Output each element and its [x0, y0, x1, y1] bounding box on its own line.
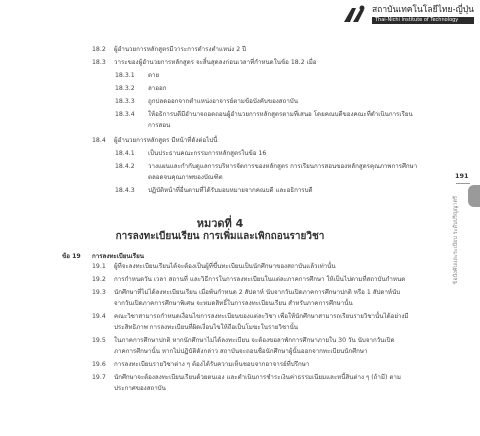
- item-text: วางแผนและกำกับดูแลการบริหารจัดการของหลักสูตร การเรียนการสอนของหลักสูตรคุณภาพการศึกษา: [148, 163, 418, 170]
- article-label: ข้อ 19: [62, 253, 81, 260]
- item-text: ปฏิบัติหน้าที่อื่นตามที่ได้รับมอบหมายจากคณบดี และอธิการบดี: [148, 187, 313, 194]
- item-number: 18.3.2: [115, 85, 135, 92]
- item-text: ตาย: [148, 72, 160, 79]
- item-text: ในภาคการศึกษาปกติ หากนักศึกษาไม่ได้ลงทะเบียน จะต้องขอลาพักการศึกษาภายใน 30 วัน นับจากวันเปิด: [114, 337, 395, 344]
- item-text-continued: ประกาศของสถาบัน: [114, 385, 166, 392]
- item-text: การกำหนดวัน เวลา สถานที่ และวิธีการในการลงทะเบียนในแต่ละภาคการศึกษา ให้เป็นไปตามที่สถาบันกำหนด: [114, 276, 406, 283]
- item-text-continued: ตลอดจนคุณภาพของบัณฑิต: [148, 174, 223, 181]
- item-number: 19.5: [92, 337, 106, 344]
- item-number: 18.4.2: [115, 163, 135, 170]
- item-number: 18.4.3: [115, 187, 135, 194]
- item-number: 19.6: [92, 361, 106, 368]
- item-text: วาระของผู้อำนวยการหลักสูตร จะสิ้นสุดลงก่อนเวลาที่กำหนดในข้อ 18.2 เมื่อ: [114, 59, 317, 66]
- item-text: ผู้ที่จะลงทะเบียนเรียนได้จะต้องเป็นผู้ที่ขึ้นทะเบียนเป็นนักศึกษาของสถาบันแล้วเท่านั้น: [114, 263, 336, 270]
- institute-logo-icon: [342, 4, 368, 24]
- item-number: 19.1: [92, 263, 106, 270]
- item-text: นักศึกษาที่ไม่ได้ลงทะเบียนเรียน เมื่อพ้นกำหนด 2 สัปดาห์ นับจากวันเปิดภาคการศึกษาปกติ หรือ 1 สัปดาห์นับ: [114, 289, 401, 296]
- item-text-continued: การสอน: [148, 122, 171, 129]
- item-number: 18.3.4: [115, 111, 135, 118]
- item-number: 19.7: [92, 374, 106, 381]
- item-text-continued: จากวันเปิดภาคการศึกษาพิเศษ จะหมดสิทธิ์ในการลงทะเบียนเรียน สำหรับภาคการศึกษานั้น: [114, 300, 353, 307]
- item-number: 18.2: [92, 46, 106, 53]
- section-tab: [468, 185, 480, 207]
- item-text-continued: ประสิทธิภาพ การลงทะเบียนที่ผิดเงื่อนไขให้ถือเป็นโมฆะในรายวิชานั้น: [114, 324, 299, 331]
- item-number: 19.2: [92, 276, 106, 283]
- institute-logo: [342, 4, 474, 24]
- item-text: ให้อธิการบดีมีอำนาจถอดถอนผู้อำนวยการหลักสูตรตามที่เสนอ โดยคณบดีของคณะที่ดำเนินการเรียน: [148, 111, 413, 118]
- institute-name-th: สถาบันเทคโนโลยีไทย-ญี่ปุ่น: [371, 4, 474, 15]
- chapter-title: การลงทะเบียนเรียน การเพิ่มและเพิกถอนรายวิชา: [115, 231, 325, 242]
- item-text: ถูกปลดออกจากตำแหน่งอาจารย์ตามข้อบังคับของสถาบัน: [148, 98, 298, 105]
- item-text: การลงทะเบียนรายวิชาต่าง ๆ ต้องได้รับความเห็นชอบจากอาจารย์ที่ปรึกษา: [114, 361, 310, 368]
- item-number: 19.4: [92, 313, 106, 320]
- institute-name-en: Thai-Nichi Institute of Technology: [372, 17, 474, 24]
- item-number: 18.3.1: [115, 72, 135, 79]
- page-number-rule: [456, 183, 470, 184]
- chapter-number: หมวดที่ 4: [196, 217, 244, 230]
- item-number: 18.3: [92, 59, 106, 66]
- item-number: 19.3: [92, 289, 106, 296]
- item-text: นักศึกษาจะต้องลงทะเบียนเรียนด้วยตนเอง และดำเนินการชำระเงินค่าธรรมเนียมและหนี้สินต่าง ๆ (ถ้ามี) ตาม: [114, 374, 401, 381]
- item-number: 18.3.3: [115, 98, 135, 105]
- item-number: 18.4: [92, 137, 106, 144]
- item-text: ผู้อำนวยการหลักสูตร มีหน้าที่ดังต่อไปนี้: [114, 137, 218, 144]
- item-text: เป็นประธานคณะกรรมการหลักสูตรในข้อ 16: [148, 150, 267, 157]
- item-text-continued: ภาคการศึกษานั้น หากไม่ปฏิบัติดังกล่าว สถาบันจะถอนชื่อนักศึกษาผู้นั้นออกจากทะเบียนนักศึกษา: [114, 348, 368, 355]
- item-text: คณะวิชาสามารถกำหนดเงื่อนไขการลงทะเบียนของแต่ละวิชา เพื่อให้นักศึกษาสามารถเรียนรายวิชานั้นได้อย่างมี: [114, 313, 409, 320]
- article-title: การลงทะเบียนเรียน: [92, 253, 144, 260]
- side-running-title: ข้อบังคับและระเบียบ ระดับปริญญาตรี: [453, 196, 459, 285]
- item-text: ลาออก: [148, 85, 167, 92]
- page-number: 191: [455, 172, 469, 180]
- item-number: 18.4.1: [115, 150, 135, 157]
- item-text: ผู้อำนวยการหลักสูตรมีวาระการดำรงตำแหน่ง 2 ปี: [114, 46, 247, 53]
